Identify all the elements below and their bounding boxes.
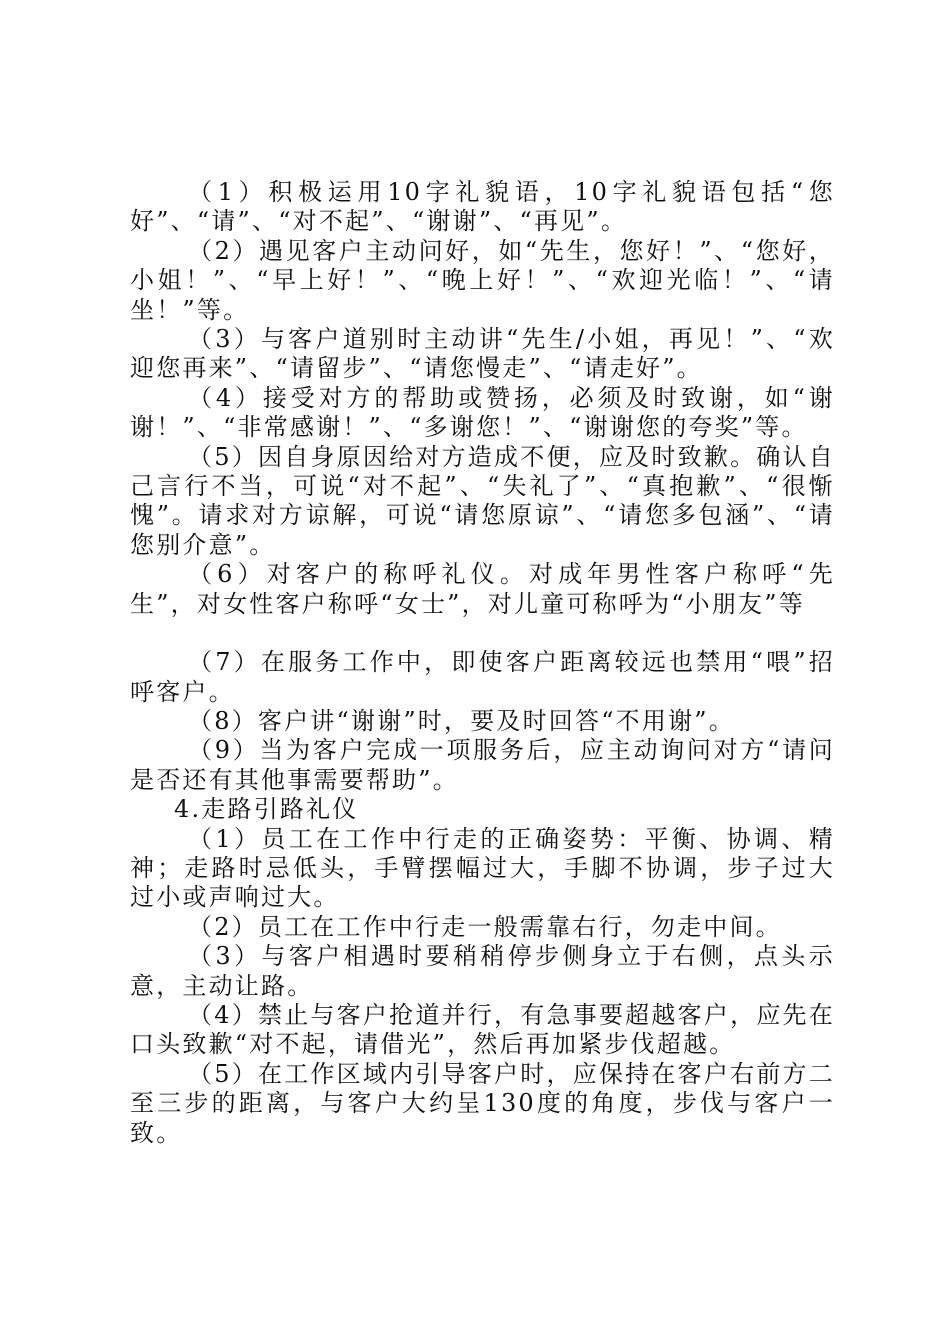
paragraph-address-etiquette: （6）对客户的称呼礼仪。对成年男性客户称呼“先生”，对女性客户称呼“女士”，对儿童可称呼为“小朋友”等 bbox=[130, 560, 835, 618]
section-heading: 4.走路引路礼仪 bbox=[174, 795, 359, 824]
paragraph-give-way: （3）与客户相遇时要稍稍停步侧身立于右侧，点头示意，主动让路。 bbox=[130, 942, 835, 1000]
paragraph-no-hey: （7）在服务工作中，即使客户距离较远也禁用“喂”招呼客户。 bbox=[130, 648, 835, 706]
paragraph-apology: （5）因自身原因给对方造成不便，应及时致歉。确认自己言行不当，可说“对不起”、“失礼了”、“真抱歉”、“很惭愧”。请求对方谅解，可说“请您原谅”、“请您多包涵”、“请您别介意”。 bbox=[130, 442, 835, 559]
paragraph-courtesy-words: （1）积极运用10字礼貌语，10字礼貌语包括“您好”、“请”、“对不起”、“谢谢”、“再见”。 bbox=[130, 178, 835, 236]
paragraph-reply-thanks: （8）客户讲“谢谢”时，要及时回答“不用谢”。 bbox=[188, 706, 735, 735]
paragraph-greeting: （2）遇见客户主动问好，如“先生，您好！”、“您好，小姐！”、“早上好！”、“晚上好！”、“欢迎光临！”、“请坐！”等。 bbox=[130, 236, 835, 324]
paragraph-guiding: （5）在工作区域内引导客户时，应保持在客户右前方二至三步的距离，与客户大约呈130度的角度，步伐与客户一致。 bbox=[130, 1059, 835, 1147]
paragraph-walking-posture: （1）员工在工作中行走的正确姿势：平衡、协调、精神；走路时忌低头，手臂摆幅过大，手脚不协调，步子过大过小或声响过大。 bbox=[130, 824, 835, 912]
paragraph-ask-further-help: （9）当为客户完成一项服务后，应主动询问对方“请问是否还有其他事需要帮助”。 bbox=[130, 736, 835, 794]
paragraph-no-overtaking: （4）禁止与客户抢道并行，有急事要超越客户，应先在口头致歉“对不起，请借光”，然后再加紧步伐超越。 bbox=[130, 1000, 835, 1059]
document-body bbox=[130, 178, 835, 1148]
paragraph-farewell: （3）与客户道别时主动讲“先生/小姐，再见！”、“欢迎您再来”、“请留步”、“请您慢走”、“请走好”。 bbox=[130, 325, 835, 383]
paragraph-keep-right: （2）员工在工作中行走一般需靠右行，勿走中间。 bbox=[188, 912, 782, 941]
paragraph-thanks: （4）接受对方的帮助或赞扬，必须及时致谢，如“谢谢！”、“非常感谢！”、“多谢您！”、“谢谢您的夸奖”等。 bbox=[130, 383, 835, 442]
